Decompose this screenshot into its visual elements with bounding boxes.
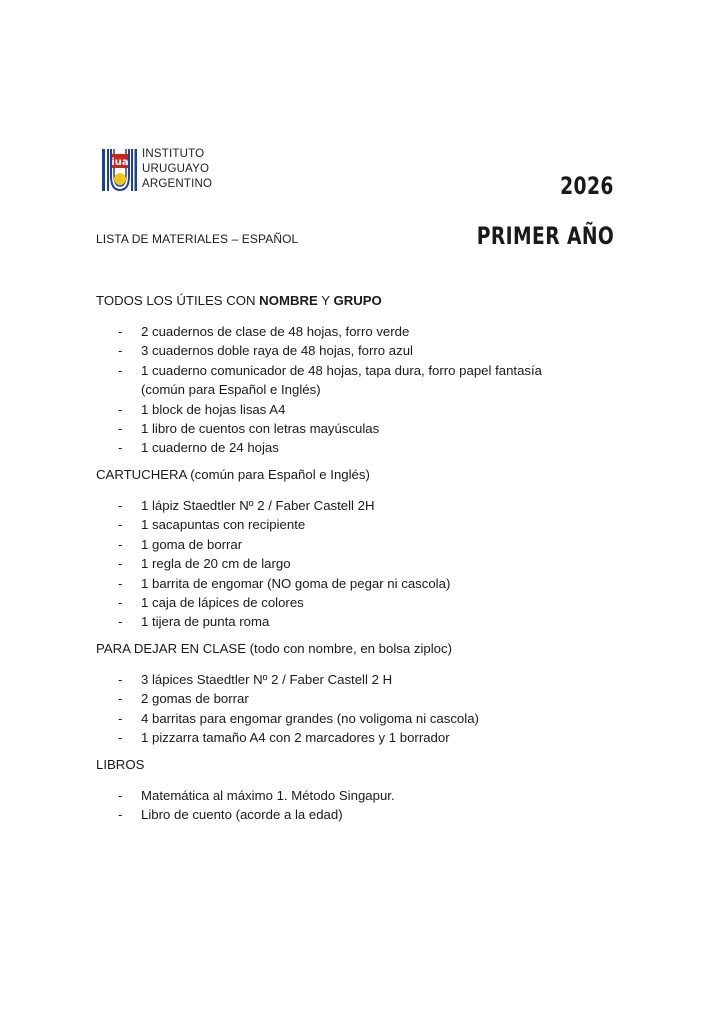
- list-dash: -: [118, 788, 123, 803]
- list-dash: -: [118, 421, 123, 437]
- list-item: [118, 554, 450, 573]
- school-name-line-1: INSTITUTO: [142, 148, 205, 160]
- item-text: 1 pizzarra tamaño A4 con 2 marcadores y 1 borrador: [141, 730, 450, 746]
- list-dash: -: [118, 517, 123, 533]
- item-text: 1 tijera de punta roma: [141, 614, 270, 630]
- list-dash: -: [118, 401, 123, 417]
- list-clase: [118, 670, 479, 748]
- school-logo: [100, 146, 240, 196]
- school-name: [142, 147, 212, 192]
- list-item: [118, 689, 479, 708]
- grade-level: PRIMER AÑO: [476, 222, 614, 250]
- list-dash: -: [118, 343, 123, 359]
- heading-bold-grupo: GRUPO: [333, 293, 382, 308]
- list-item: [118, 361, 542, 400]
- list-cartuchera: [118, 496, 450, 632]
- list-dash: -: [118, 710, 123, 726]
- list-item: [118, 786, 395, 805]
- item-text: 1 cuaderno de 24 hojas: [141, 440, 279, 456]
- heading-text: TODOS LOS ÚTILES CON: [96, 293, 260, 308]
- item-text: 4 barritas para engomar grandes (no voligoma ni cascola): [141, 710, 479, 726]
- school-name-line-2: URUGUAYO: [142, 163, 210, 175]
- item-text: 1 regla de 20 cm de largo: [141, 556, 291, 572]
- list-dash: -: [118, 575, 123, 591]
- list-item: [118, 341, 542, 360]
- list-dash: -: [118, 807, 123, 823]
- item-text: Libro de cuento (acorde a la edad): [141, 807, 343, 823]
- item-text: 1 caja de lápices de colores: [141, 595, 304, 611]
- list-item: [118, 574, 450, 593]
- list-dash: -: [118, 595, 123, 611]
- list-item: [118, 728, 479, 747]
- list-dash: -: [118, 672, 123, 687]
- list-item: [118, 515, 450, 534]
- heading-bold-nombre: NOMBRE: [259, 293, 318, 308]
- item-text: 2 gomas de borrar: [141, 691, 249, 707]
- list-dash: -: [118, 324, 123, 339]
- document-subtitle: LISTA DE MATERIALES – ESPAÑOL: [96, 232, 299, 246]
- list-dash: -: [118, 556, 123, 572]
- heading-text-mid: Y: [317, 293, 334, 308]
- school-year: 2026: [560, 172, 614, 200]
- list-dash: -: [118, 498, 123, 513]
- list-item: [118, 496, 450, 515]
- item-text: 1 block de hojas lisas A4: [141, 401, 286, 417]
- section-heading-clase: PARA DEJAR EN CLASE (todo con nombre, en bolsa ziploc): [96, 641, 452, 656]
- list-item: [118, 400, 542, 419]
- list-dash: -: [118, 440, 123, 456]
- list-item: [118, 322, 542, 341]
- list-dash: -: [118, 730, 123, 746]
- item-text: 1 cuaderno comunicador de 48 hojas, tapa dura, forro papel fantasía: [141, 362, 543, 378]
- list-dash: -: [118, 691, 123, 707]
- item-text-continued: (común para Español e Inglés): [141, 382, 321, 398]
- list-dash: -: [118, 362, 123, 378]
- iua-logo-icon: [100, 146, 138, 194]
- item-text: 3 lápices Staedtler Nº 2 / Faber Castell 2 H: [141, 672, 393, 687]
- list-item: [118, 709, 479, 728]
- section-heading-cartuchera: CARTUCHERA (común para Español e Inglés): [96, 467, 370, 482]
- list-dash: -: [118, 536, 123, 552]
- item-text: 1 lápiz Staedtler Nº 2 / Faber Castell 2H: [141, 498, 375, 513]
- svg-text:iua: iua: [111, 157, 129, 168]
- item-text: Matemática al máximo 1. Método Singapur.: [141, 788, 395, 803]
- list-dash: -: [118, 614, 123, 630]
- section-heading-utiles: [96, 293, 382, 308]
- list-item: [118, 593, 450, 612]
- item-text: 1 libro de cuentos con letras mayúsculas: [141, 421, 380, 437]
- school-name-line-3: ARGENTINO: [142, 178, 213, 190]
- item-text: 3 cuadernos doble raya de 48 hojas, forro azul: [141, 343, 413, 359]
- list-item: [118, 612, 450, 631]
- section-heading-libros: LIBROS: [96, 757, 145, 772]
- list-utiles: [118, 322, 542, 458]
- list-item: [118, 438, 542, 457]
- list-item: [118, 670, 479, 689]
- list-item: [118, 419, 542, 438]
- item-text: 2 cuadernos de clase de 48 hojas, forro verde: [141, 324, 410, 339]
- item-text: 1 goma de borrar: [141, 536, 243, 552]
- item-text: 1 barrita de engomar (NO goma de pegar ni cascola): [141, 575, 451, 591]
- list-item: [118, 805, 395, 824]
- item-text: 1 sacapuntas con recipiente: [141, 517, 306, 533]
- list-item: [118, 535, 450, 554]
- list-libros: [118, 786, 395, 825]
